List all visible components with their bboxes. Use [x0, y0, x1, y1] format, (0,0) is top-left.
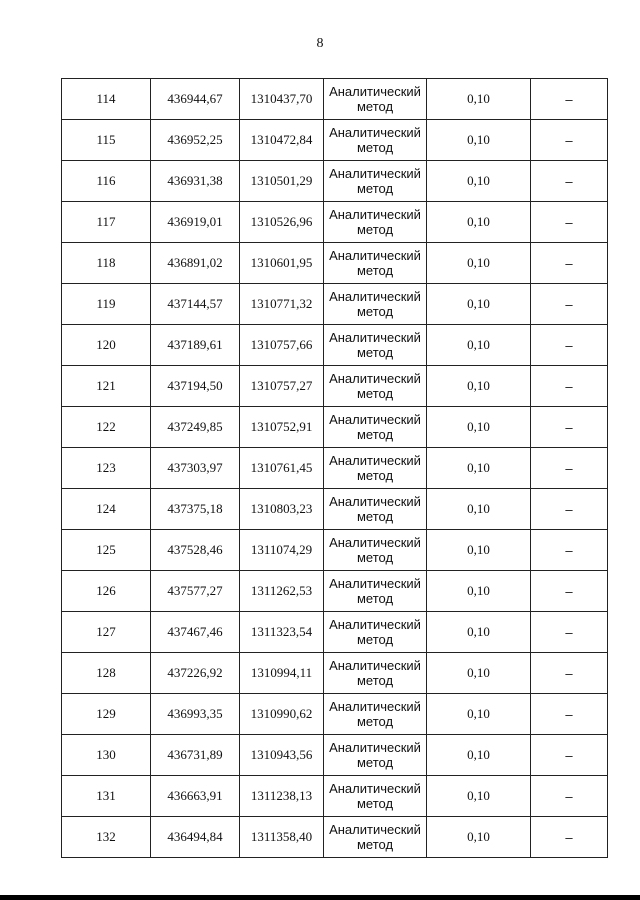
point-number-cell: 132 — [62, 817, 151, 858]
y-coordinate-cell: 1310761,45 — [240, 448, 324, 489]
x-coordinate-cell: 436731,89 — [151, 735, 240, 776]
point-number-cell: 125 — [62, 530, 151, 571]
point-number-cell: 126 — [62, 571, 151, 612]
accuracy-cell: 0,10 — [427, 325, 531, 366]
method-line-1: Аналитический — [329, 289, 421, 304]
note-cell: – — [531, 530, 608, 571]
y-coordinate-cell: 1310437,70 — [240, 79, 324, 120]
method-line-1: Аналитический — [329, 84, 421, 99]
method-line-1: Аналитический — [329, 412, 421, 427]
x-coordinate-cell: 436663,91 — [151, 776, 240, 817]
point-number-cell: 128 — [62, 653, 151, 694]
accuracy-cell: 0,10 — [427, 817, 531, 858]
method-line-1: Аналитический — [329, 166, 421, 181]
point-number-cell: 119 — [62, 284, 151, 325]
note-cell: – — [531, 407, 608, 448]
note-cell: – — [531, 817, 608, 858]
accuracy-cell: 0,10 — [427, 79, 531, 120]
note-cell: – — [531, 366, 608, 407]
method-cell — [324, 735, 427, 776]
y-coordinate-cell: 1310526,96 — [240, 202, 324, 243]
method-line-2: метод — [356, 427, 394, 442]
coordinates-table-body — [62, 79, 608, 858]
y-coordinate-cell: 1310943,56 — [240, 735, 324, 776]
accuracy-cell: 0,10 — [427, 612, 531, 653]
table-row — [62, 489, 608, 530]
method-line-2: метод — [356, 755, 394, 770]
method-line-2: метод — [356, 99, 394, 114]
y-coordinate-cell: 1310803,23 — [240, 489, 324, 530]
y-coordinate-cell: 1310771,32 — [240, 284, 324, 325]
x-coordinate-cell: 436931,38 — [151, 161, 240, 202]
method-line-2: метод — [356, 304, 394, 319]
method-cell — [324, 612, 427, 653]
method-line-2: метод — [356, 140, 394, 155]
note-cell: – — [531, 161, 608, 202]
coordinates-table — [61, 78, 608, 858]
table-row — [62, 284, 608, 325]
scan-bottom-edge — [0, 895, 640, 900]
method-line-1: Аналитический — [329, 781, 421, 796]
x-coordinate-cell: 436891,02 — [151, 243, 240, 284]
method-line-1: Аналитический — [329, 658, 421, 673]
point-number-cell: 116 — [62, 161, 151, 202]
method-cell — [324, 161, 427, 202]
method-cell — [324, 817, 427, 858]
method-line-1: Аналитический — [329, 740, 421, 755]
x-coordinate-cell: 437249,85 — [151, 407, 240, 448]
y-coordinate-cell: 1310757,27 — [240, 366, 324, 407]
accuracy-cell: 0,10 — [427, 161, 531, 202]
method-line-2: метод — [356, 181, 394, 196]
table-row — [62, 243, 608, 284]
y-coordinate-cell: 1310994,11 — [240, 653, 324, 694]
accuracy-cell: 0,10 — [427, 407, 531, 448]
method-line-2: метод — [356, 222, 394, 237]
x-coordinate-cell: 437226,92 — [151, 653, 240, 694]
accuracy-cell: 0,10 — [427, 653, 531, 694]
accuracy-cell: 0,10 — [427, 202, 531, 243]
method-line-1: Аналитический — [329, 494, 421, 509]
table-row — [62, 325, 608, 366]
accuracy-cell: 0,10 — [427, 694, 531, 735]
point-number-cell: 114 — [62, 79, 151, 120]
accuracy-cell: 0,10 — [427, 366, 531, 407]
x-coordinate-cell: 437194,50 — [151, 366, 240, 407]
y-coordinate-cell: 1311238,13 — [240, 776, 324, 817]
y-coordinate-cell: 1310752,91 — [240, 407, 324, 448]
accuracy-cell: 0,10 — [427, 735, 531, 776]
table-row — [62, 120, 608, 161]
note-cell: – — [531, 653, 608, 694]
point-number-cell: 124 — [62, 489, 151, 530]
accuracy-cell: 0,10 — [427, 284, 531, 325]
table-row — [62, 366, 608, 407]
x-coordinate-cell: 436944,67 — [151, 79, 240, 120]
method-line-2: метод — [356, 345, 394, 360]
accuracy-cell: 0,10 — [427, 571, 531, 612]
method-cell — [324, 325, 427, 366]
table-row — [62, 571, 608, 612]
x-coordinate-cell: 436919,01 — [151, 202, 240, 243]
accuracy-cell: 0,10 — [427, 120, 531, 161]
y-coordinate-cell: 1310990,62 — [240, 694, 324, 735]
y-coordinate-cell: 1311074,29 — [240, 530, 324, 571]
method-cell — [324, 202, 427, 243]
method-line-1: Аналитический — [329, 699, 421, 714]
note-cell: – — [531, 571, 608, 612]
method-line-2: метод — [356, 632, 394, 647]
table-row — [62, 817, 608, 858]
method-line-1: Аналитический — [329, 822, 421, 837]
accuracy-cell: 0,10 — [427, 489, 531, 530]
method-line-1: Аналитический — [329, 576, 421, 591]
x-coordinate-cell: 436993,35 — [151, 694, 240, 735]
point-number-cell: 120 — [62, 325, 151, 366]
point-number-cell: 123 — [62, 448, 151, 489]
note-cell: – — [531, 120, 608, 161]
method-line-1: Аналитический — [329, 453, 421, 468]
method-line-2: метод — [356, 673, 394, 688]
table-row — [62, 448, 608, 489]
method-cell — [324, 653, 427, 694]
table-row — [62, 161, 608, 202]
x-coordinate-cell: 437144,57 — [151, 284, 240, 325]
y-coordinate-cell: 1311323,54 — [240, 612, 324, 653]
accuracy-cell: 0,10 — [427, 448, 531, 489]
note-cell: – — [531, 776, 608, 817]
y-coordinate-cell: 1311358,40 — [240, 817, 324, 858]
y-coordinate-cell: 1310501,29 — [240, 161, 324, 202]
method-line-2: метод — [356, 796, 394, 811]
method-cell — [324, 489, 427, 530]
table-row — [62, 776, 608, 817]
point-number-cell: 127 — [62, 612, 151, 653]
accuracy-cell: 0,10 — [427, 243, 531, 284]
x-coordinate-cell: 436952,25 — [151, 120, 240, 161]
method-line-1: Аналитический — [329, 371, 421, 386]
method-cell — [324, 448, 427, 489]
point-number-cell: 129 — [62, 694, 151, 735]
y-coordinate-cell: 1310757,66 — [240, 325, 324, 366]
method-line-2: метод — [356, 386, 394, 401]
note-cell: – — [531, 284, 608, 325]
y-coordinate-cell: 1310601,95 — [240, 243, 324, 284]
x-coordinate-cell: 437375,18 — [151, 489, 240, 530]
method-line-2: метод — [356, 263, 394, 278]
point-number-cell: 117 — [62, 202, 151, 243]
method-line-1: Аналитический — [329, 617, 421, 632]
method-line-2: метод — [356, 468, 394, 483]
note-cell: – — [531, 694, 608, 735]
point-number-cell: 122 — [62, 407, 151, 448]
y-coordinate-cell: 1311262,53 — [240, 571, 324, 612]
method-cell — [324, 284, 427, 325]
method-line-1: Аналитический — [329, 330, 421, 345]
method-line-2: метод — [356, 714, 394, 729]
method-line-1: Аналитический — [329, 535, 421, 550]
method-cell — [324, 571, 427, 612]
table-row — [62, 202, 608, 243]
method-line-1: Аналитический — [329, 125, 421, 140]
method-cell — [324, 366, 427, 407]
method-line-2: метод — [356, 509, 394, 524]
method-line-2: метод — [356, 550, 394, 565]
note-cell: – — [531, 735, 608, 776]
x-coordinate-cell: 436494,84 — [151, 817, 240, 858]
point-number-cell: 118 — [62, 243, 151, 284]
x-coordinate-cell: 437528,46 — [151, 530, 240, 571]
method-line-1: Аналитический — [329, 248, 421, 263]
method-line-1: Аналитический — [329, 207, 421, 222]
method-cell — [324, 243, 427, 284]
accuracy-cell: 0,10 — [427, 530, 531, 571]
table-row — [62, 407, 608, 448]
note-cell: – — [531, 325, 608, 366]
method-cell — [324, 120, 427, 161]
method-cell — [324, 407, 427, 448]
method-line-2: метод — [356, 837, 394, 852]
note-cell: – — [531, 612, 608, 653]
point-number-cell: 121 — [62, 366, 151, 407]
method-cell — [324, 530, 427, 571]
table-row — [62, 735, 608, 776]
note-cell: – — [531, 202, 608, 243]
point-number-cell: 130 — [62, 735, 151, 776]
x-coordinate-cell: 437577,27 — [151, 571, 240, 612]
x-coordinate-cell: 437467,46 — [151, 612, 240, 653]
method-cell — [324, 79, 427, 120]
point-number-cell: 131 — [62, 776, 151, 817]
method-line-2: метод — [356, 591, 394, 606]
note-cell: – — [531, 489, 608, 530]
note-cell: – — [531, 448, 608, 489]
table-row — [62, 79, 608, 120]
x-coordinate-cell: 437189,61 — [151, 325, 240, 366]
page-number: 8 — [316, 36, 324, 51]
table-row — [62, 653, 608, 694]
x-coordinate-cell: 437303,97 — [151, 448, 240, 489]
y-coordinate-cell: 1310472,84 — [240, 120, 324, 161]
note-cell: – — [531, 79, 608, 120]
method-cell — [324, 694, 427, 735]
table-row — [62, 530, 608, 571]
table-row — [62, 612, 608, 653]
point-number-cell: 115 — [62, 120, 151, 161]
table-row — [62, 694, 608, 735]
note-cell: – — [531, 243, 608, 284]
accuracy-cell: 0,10 — [427, 776, 531, 817]
method-cell — [324, 776, 427, 817]
